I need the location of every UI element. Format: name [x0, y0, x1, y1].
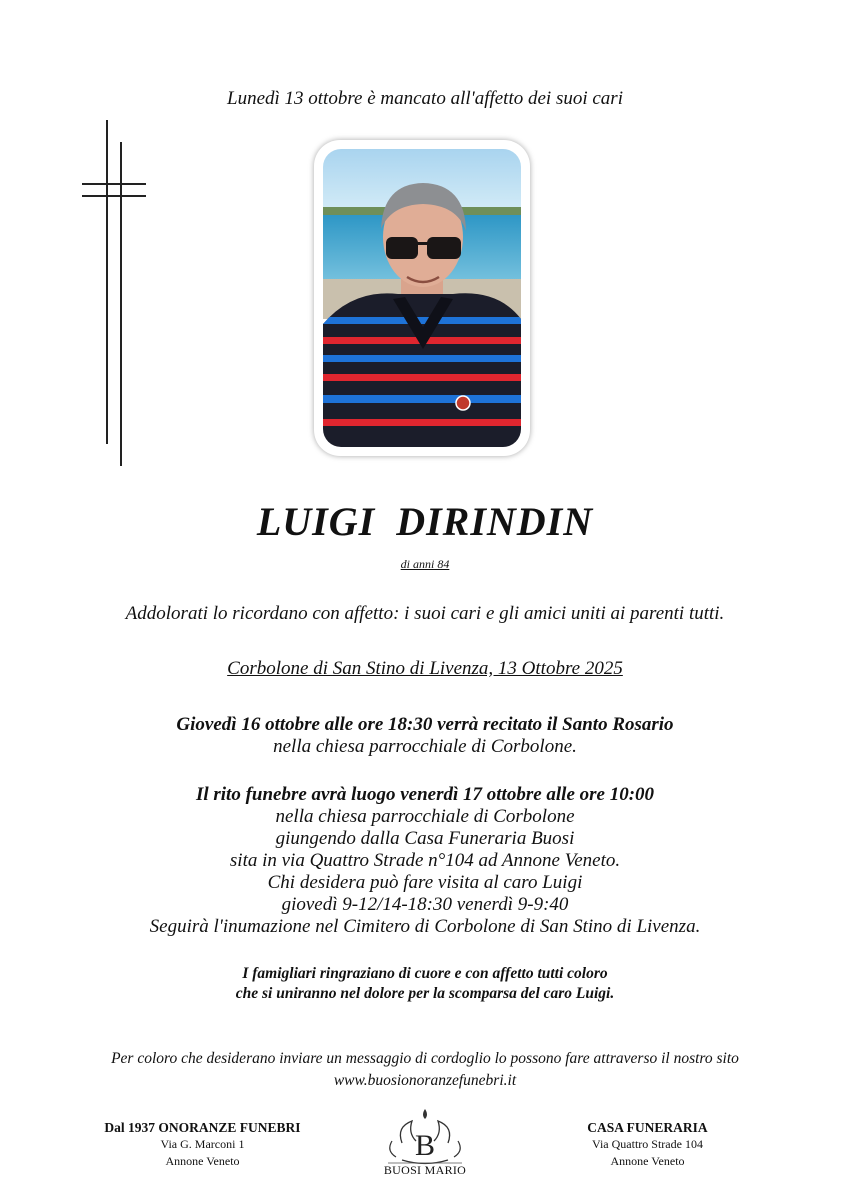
footer-right [560, 1119, 735, 1170]
footer-right-title: CASA FUNERARIA [587, 1120, 708, 1135]
condolence-section [0, 1048, 850, 1092]
footer-right-address: Via Quattro Strade 104 [592, 1137, 703, 1151]
logo-text: BUOSI MARIO [383, 1163, 467, 1177]
funeral-line: sita in via Quattro Strade n°104 ad Annone Veneto. [229, 850, 621, 871]
place-date: Corbolone di San Stino di Livenza, 13 Ottobre 2025 [227, 658, 623, 679]
footer-left [80, 1119, 325, 1170]
funeral-line: nella chiesa parrocchiale di Corbolone [275, 806, 575, 827]
funeral-headline: Il rito funebre avrà luogo venerdì 17 ottobre alle ore 10:00 [195, 784, 655, 805]
footer-left-city: Annone Veneto [165, 1154, 240, 1168]
thanks-line: che si uniranno nel dolore per la scomparsa del caro Luigi. [235, 985, 615, 1002]
deceased-portrait [323, 149, 521, 447]
funeral-line: giungendo dalla Casa Funeraria Buosi [275, 828, 575, 849]
thanks-section [0, 964, 850, 1004]
thanks-line: I famigliari ringraziano di cuore e con affetto tutti coloro [242, 965, 608, 982]
rosary-headline: Giovedì 16 ottobre alle ore 18:30 verrà recitato il Santo Rosario [176, 714, 674, 735]
condolence-text: Per coloro che desiderano inviare un messaggio di cordoglio lo possono fare attraverso il nostro sito [111, 1050, 739, 1067]
rosary-section [0, 714, 850, 758]
intro-line: Lunedì 13 ottobre è mancato all'affetto dei suoi cari [227, 88, 623, 109]
mourners-line: Addolorati lo ricordano con affetto: i suoi cari e gli amici uniti ai parenti tutti. [125, 603, 725, 624]
rosary-location: nella chiesa parrocchiale di Corbolone. [273, 736, 577, 757]
footer-left-title: Dal 1937 ONORANZE FUNEBRI [104, 1120, 301, 1135]
footer-left-address: Via G. Marconi 1 [160, 1137, 245, 1151]
deceased-age: di anni 84 [400, 557, 450, 571]
funeral-line: Chi desidera può fare visita al caro Luigi [267, 872, 583, 893]
funeral-section [0, 784, 850, 938]
website-link[interactable]: www.buosionoranzefunebri.it [333, 1072, 517, 1089]
logo-letter: B [414, 1129, 436, 1162]
footer-right-city: Annone Veneto [610, 1154, 685, 1168]
cross-icon [80, 120, 150, 470]
deceased-name: LUIGI DIRINDIN [256, 499, 594, 544]
funeral-line: giovedì 9-12/14-18:30 venerdì 9-9:40 [281, 894, 569, 915]
funeral-line: Seguirà l'inumazione nel Cimitero di Corbolone di San Stino di Livenza. [149, 916, 701, 937]
